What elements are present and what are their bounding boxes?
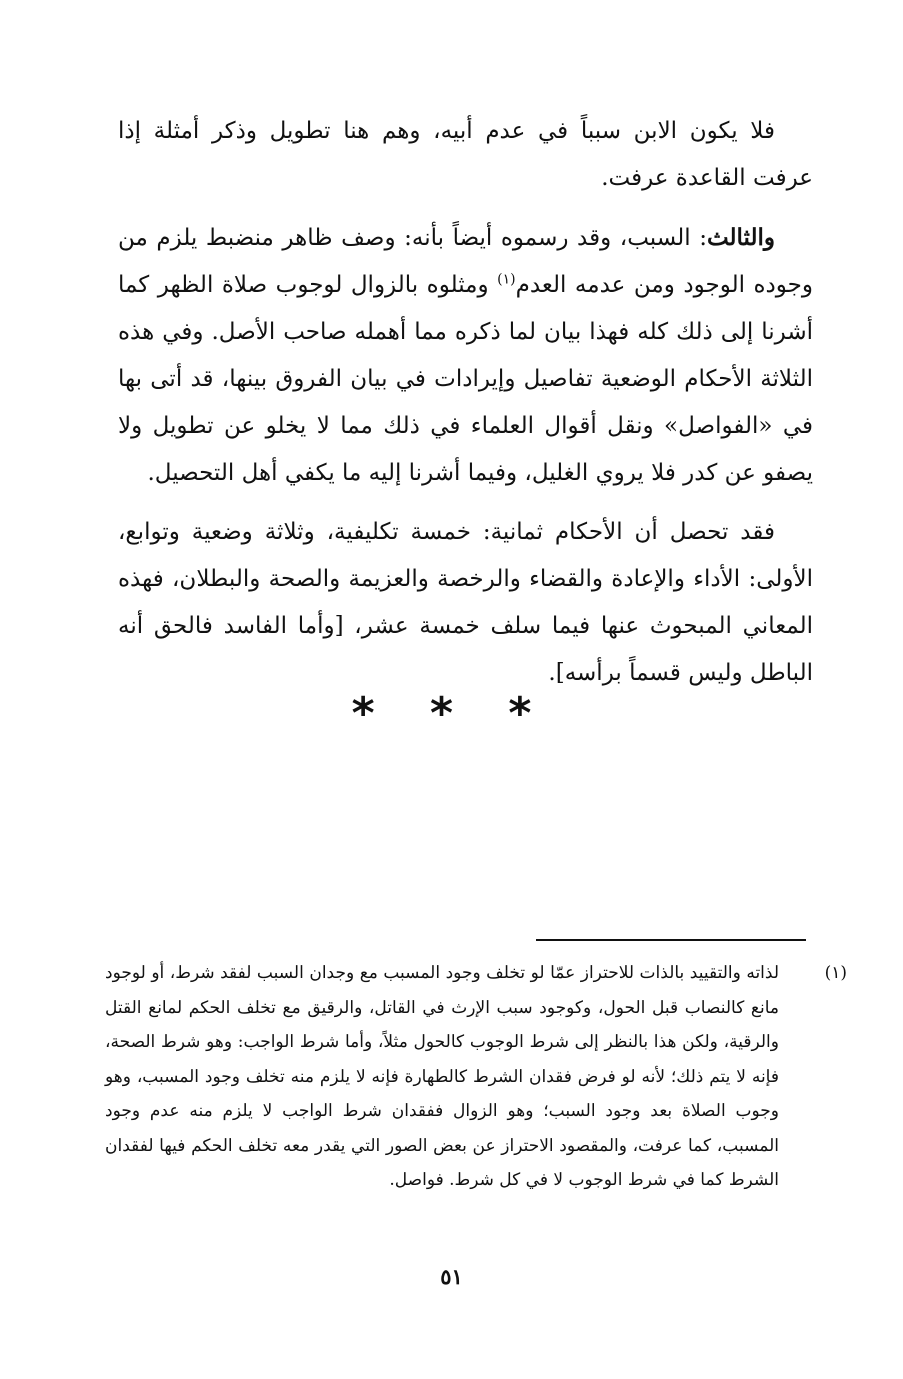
main-text-body bbox=[118, 108, 813, 709]
footnote-number: (١) bbox=[824, 963, 847, 983]
footnote bbox=[105, 956, 847, 1198]
footnote-line bbox=[105, 956, 847, 1198]
footnote-reference[interactable]: (١) bbox=[497, 271, 516, 288]
paragraph-2 bbox=[118, 214, 813, 497]
paragraph-1 bbox=[118, 108, 813, 202]
footnote-text: لذاته والتقييد بالذات للاحتراز عمّا لو تخلف وجود المسبب مع وجدان السبب لفقد شرط، أو لوجود مانع كالنصاب قبل الحول، وكوجود سبب الإرث في القاتل، والرقيق مع تخلف الحكم لمانع القتل والرقية، ولكن هذا بالنظر إلى شرط الوجوب كالحول مثلاً، وأما شرط الواجب: وهو شرط الصحة، فإنه لا يتم ذلك؛ لأنه لو فرض فقدان الشرط كالطهارة فإنه لا يلزم منه تخلف وجود المسبب، وهو وجوب الصلاة بعد وجود السبب؛ وهو الزوال ففقدان شرط الواجب لا يلزم منه عدم وجود المسبب، كما عرفت، والمقصود الاحتراز عن بعض الصور التي يقدر معه تخلف الحكم فيها لفقدان الشرط كما في شرط الوجوب لا في كل شرط. فواصل. bbox=[105, 963, 779, 1190]
paragraph-2-lead: والثالث bbox=[706, 224, 775, 251]
paragraph-3-text: فقد تحصل أن الأحكام ثمانية: خمسة تكليفية، وثلاثة وضعية وتوابع، الأولى: الأداء والإعادة والقضاء والرخصة والعزيمة والصحة والبطلان، فهذه المعاني المبحوث عنها فيما سلف خمسة عشر، [وأما الفاسد فالحق أنه الباطل وليس قسماً برأسه]. bbox=[118, 519, 813, 686]
section-separator: * * * bbox=[351, 688, 552, 739]
footnote-divider bbox=[536, 939, 806, 941]
paragraph-1-text: فلا يكون الابن سبباً في عدم أبيه، وهم هنا تطويل وذكر أمثلة إذا عرفت القاعدة عرفت. bbox=[118, 118, 813, 191]
paragraph-2-text-b: ومثلوه بالزوال لوجوب صلاة الظهر كما أشرنا إلى ذلك كله فهذا بيان لما ذكره مما أهمله صاحب الأصل. وفي هذه الثلاثة الأحكام الوضعية تفاصيل وإيرادات في بيان الفروق بينها، قد أتى بها في «الفواصل» ونقل أقوال العلماء في ذلك مما لا يخلو عن تطويل ولا يصفو عن كدر فلا يروي الغليل، وفيما أشرنا إليه ما يكفي أهل التحصيل. bbox=[118, 272, 813, 486]
paragraph-2-text-a: : السبب، وقد رسموه أيضاً بأنه: وصف ظاهر منضبط يلزم من وجوده الوجود ومن عدمه العدم bbox=[118, 225, 813, 298]
page-number: ٥١ bbox=[440, 1264, 463, 1289]
paragraph-3 bbox=[118, 509, 813, 697]
